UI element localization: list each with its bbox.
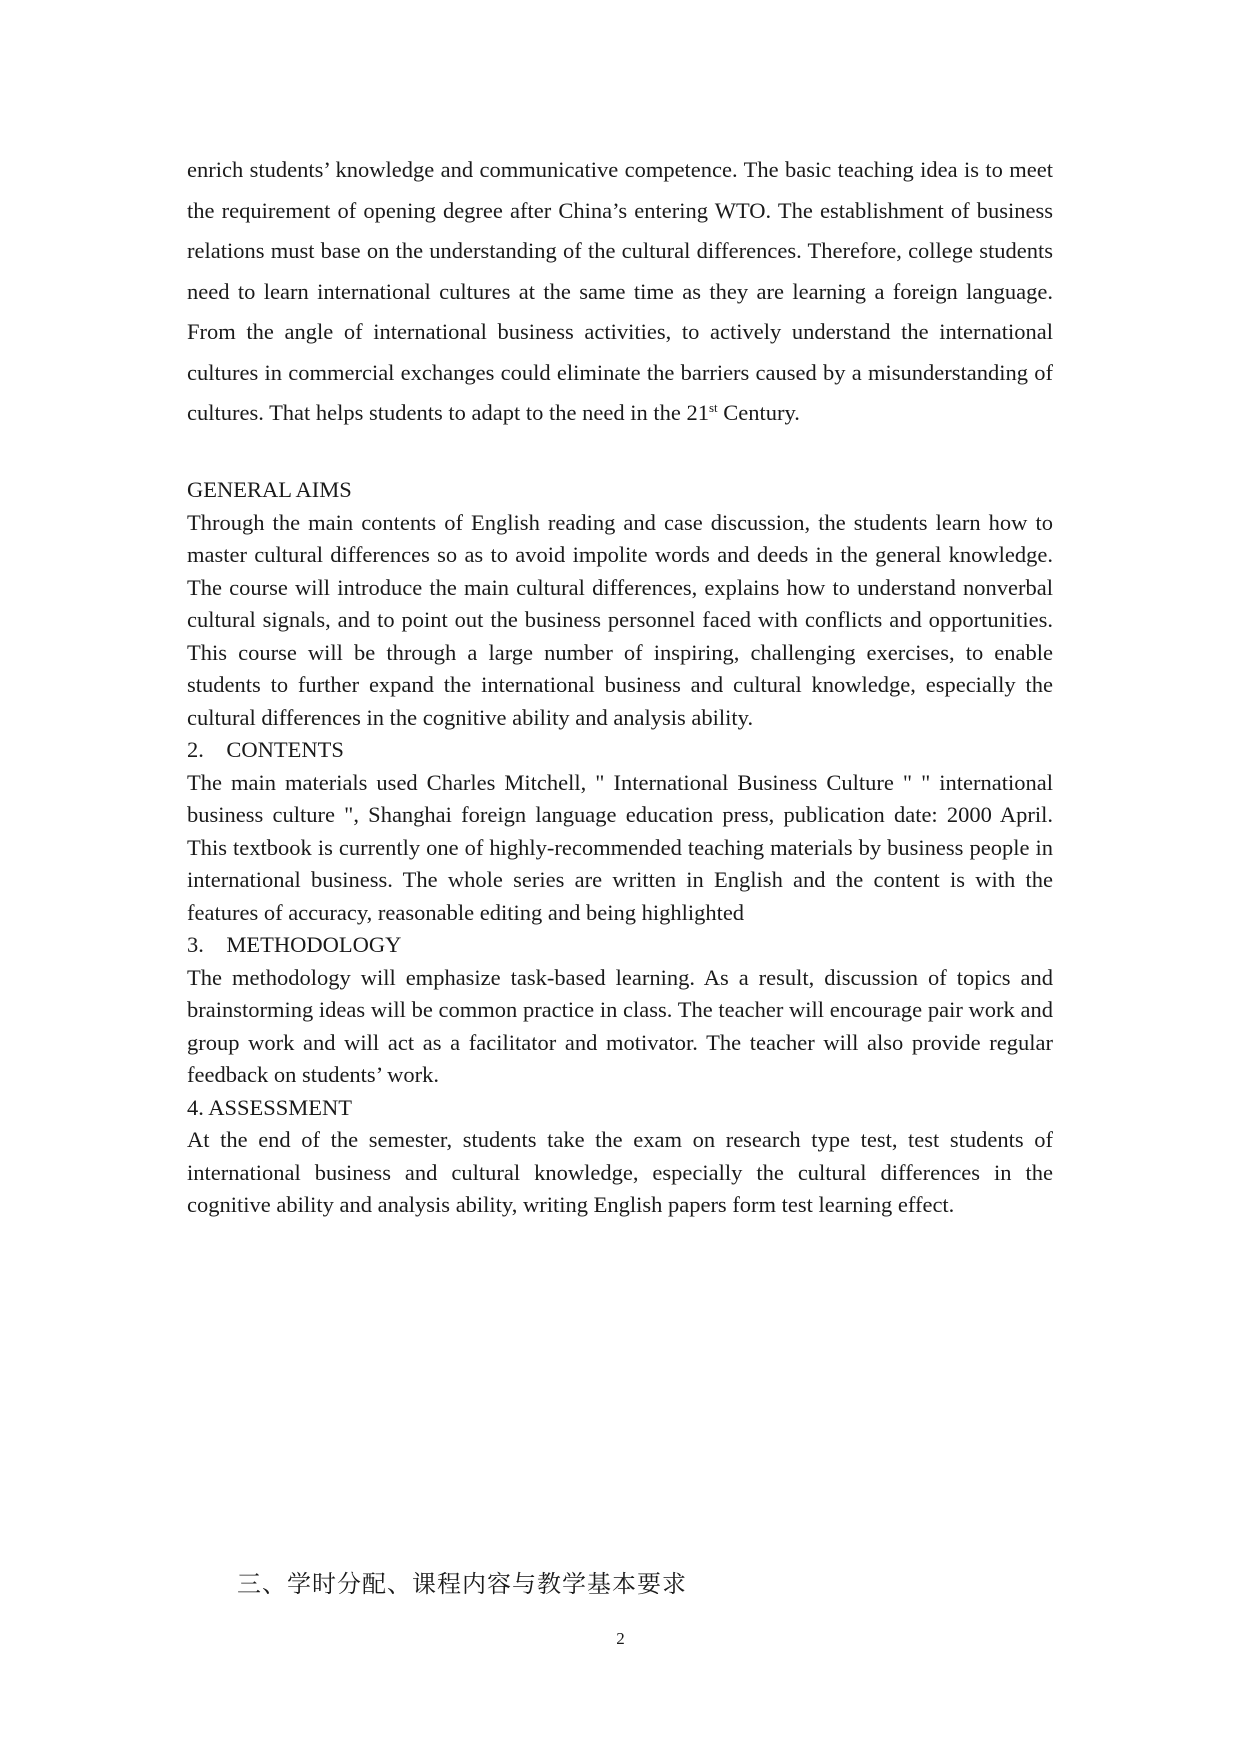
assessment-text: At the end of the semester, students take the exam on research type test, test students of international business and cultural knowledge, especially the cultural differences in the cognitive ability and analysis ability, writing English papers form test learning effect. <box>187 1127 1053 1217</box>
assessment-heading: 4. ASSESSMENT <box>187 1094 353 1120</box>
intro-text-main: enrich students’ knowledge and communicative competence. The basic teaching idea is to meet the requirement of opening degree after China’s entering WTO. The establishment of business relations must base on the understanding of the cultural differences. Therefore, college students need to learn international cultures at the same time as they are learning a foreign language. From the angle of international business activities, to actively understand the international cultures in commercial exchanges could eliminate the barriers caused by a misunderstanding of cultures. That helps students to adapt to the need in the 21 <box>187 157 1053 425</box>
intro-paragraph <box>187 150 1053 434</box>
ordinal-suffix: st <box>708 400 718 415</box>
body-sections <box>187 474 1053 1222</box>
contents-heading: 2. CONTENTS <box>187 737 344 762</box>
page-number: 2 <box>616 1629 625 1648</box>
methodology-heading: 3. METHODOLOGY <box>187 932 402 957</box>
methodology-text: The methodology will emphasize task-based learning. As a result, discussion of topics and brainstorming ideas will be common practice in class. The teacher will encourage pair work and group work and will act as a facilitator and motivator. The teacher will also provide regular feedback on students’ work. <box>187 964 1053 1087</box>
intro-text <box>187 150 1053 434</box>
general-aims-heading: GENERAL AIMS <box>187 477 352 502</box>
general-aims-text: Through the main contents of English reading and case discussion, the students learn how to master cultural differences so as to avoid impolite words and deeds in the general knowledge. The course will introduce the main cultural differences, explains how to understand nonverbal cultural signals, and to point out the business personnel faced with conflicts and opportunities. This course will be through a large number of inspiring, challenging exercises, to enable students to further expand the international business and cultural knowledge, especially the cultural differences in the cognitive ability and analysis ability. <box>187 509 1053 730</box>
section-title: 三、学时分配、课程内容与教学基本要求 <box>237 1570 687 1598</box>
contents-text: The main materials used Charles Mitchell, " International Business Culture " " international business culture ", Shanghai foreign language education press, publication date: 2000 April. This textbook is currently one of highly-recommended teaching materials by business people in international business. The whole series are written in English and the content is with the features of accuracy, reasonable editing and being highlighted <box>187 769 1053 925</box>
intro-text-end: Century. <box>717 400 800 425</box>
